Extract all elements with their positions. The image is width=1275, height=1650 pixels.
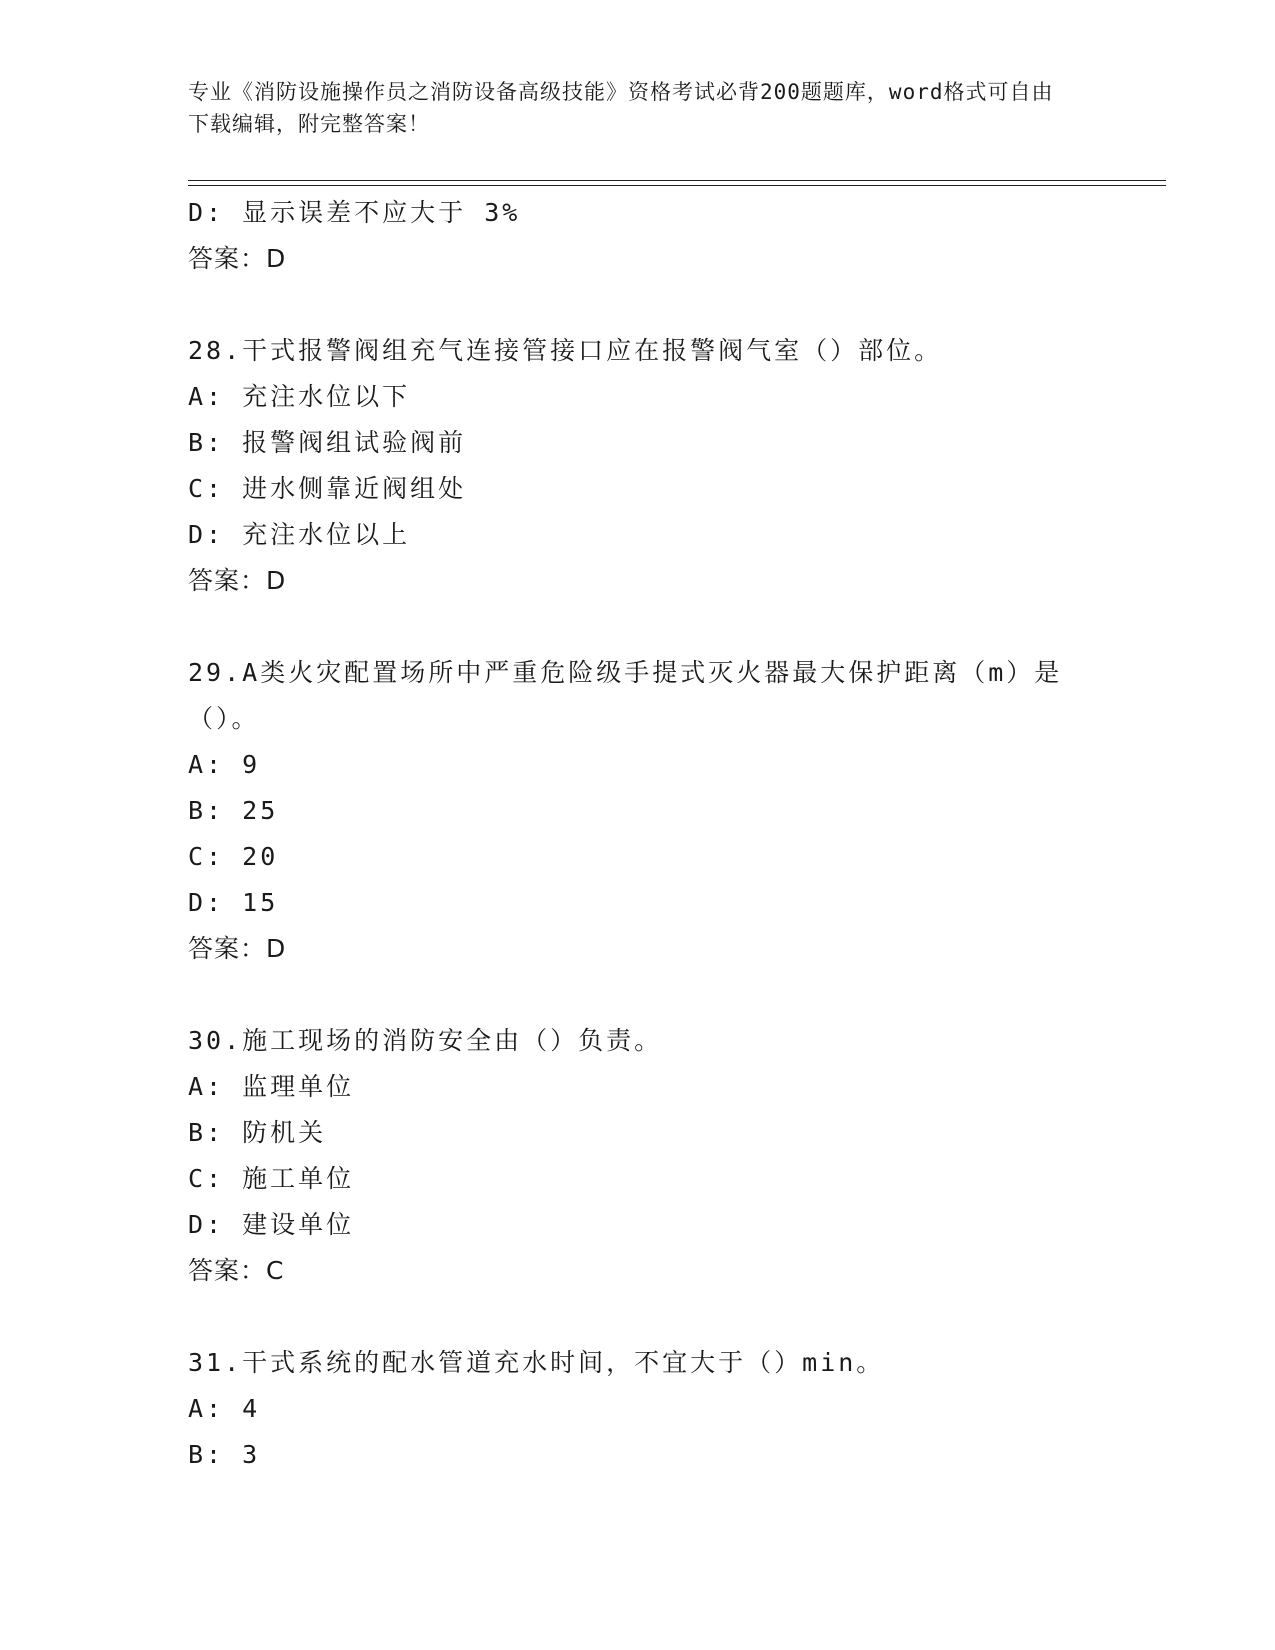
answer-line: 答案：D xyxy=(188,934,287,963)
answer-line: 答案：D xyxy=(188,566,287,595)
header-text: 专业《消防设施操作员之消防设备高级技能》资格考试必背200题题库，word格式可自由下载编辑，附完整答案！ xyxy=(188,80,1054,136)
option-d: D: 显示误差不应大于 3% xyxy=(188,198,521,227)
option-d: D: 建设单位 xyxy=(188,1210,355,1239)
question-stem: 28.干式报警阀组充气连接管接口应在报警阀气室（）部位。 xyxy=(188,336,943,365)
option-b: B: 3 xyxy=(188,1440,261,1469)
question-stem: 30.施工现场的消防安全由（）负责。 xyxy=(188,1026,663,1055)
option-d: D: 15 xyxy=(188,888,279,917)
spacer xyxy=(188,972,1088,1018)
question-list xyxy=(188,190,1088,1478)
option-b: B: 25 xyxy=(188,796,279,825)
option-c: C: 20 xyxy=(188,842,279,871)
header-divider-top xyxy=(188,180,1166,181)
option-a: A: 监理单位 xyxy=(188,1072,355,1101)
spacer xyxy=(188,604,1088,650)
option-a: A: 9 xyxy=(188,750,261,779)
spacer xyxy=(188,282,1088,328)
question-stem: 31.干式系统的配水管道充水时间，不宜大于（）min。 xyxy=(188,1348,885,1377)
option-d: D: 充注水位以上 xyxy=(188,520,411,549)
option-c: C: 施工单位 xyxy=(188,1164,355,1193)
document-header xyxy=(188,76,1068,140)
answer-line: 答案：C xyxy=(188,1256,285,1285)
spacer xyxy=(188,1294,1088,1340)
answer-line: 答案：D xyxy=(188,244,287,273)
option-b: B: 防机关 xyxy=(188,1118,327,1147)
question-stem: 29.A类火灾配置场所中严重危险级手提式灭火器最大保护距离（m）是（）。 xyxy=(188,658,1063,733)
option-b: B: 报警阀组试验阀前 xyxy=(188,428,467,457)
option-c: C: 进水侧靠近阀组处 xyxy=(188,474,467,503)
header-divider-bottom xyxy=(188,185,1166,186)
option-a: A: 4 xyxy=(188,1394,261,1423)
option-a: A: 充注水位以下 xyxy=(188,382,411,411)
